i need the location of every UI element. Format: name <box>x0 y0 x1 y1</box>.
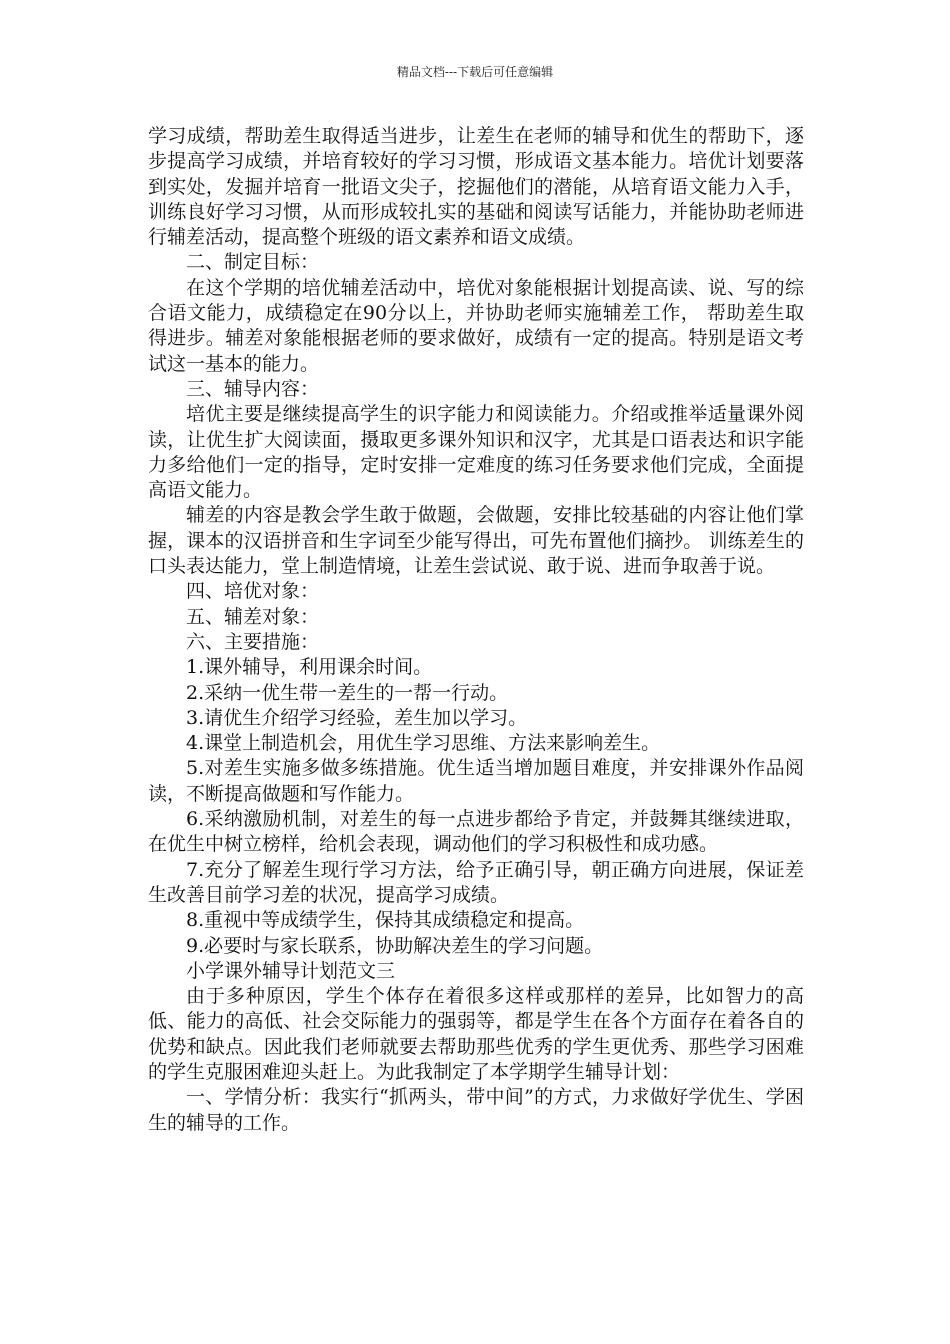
paragraph-1: 学习成绩，帮助差生取得适当进步，让差生在老师的辅导和优生的帮助下，逐步提高学习成绩，并培育较好的学习习惯，形成语文基本能力。培优计划要落到实处，发掘并培育一批语文尖子，挖掘他们的潜能，从培育语文能力入手，训练良好学习习惯，从而形成较扎实的基础和阅读写话能力，并能协助老师进行辅差活动，提高整个班级的语文素养和语文成绩。 <box>148 125 804 249</box>
section-title-sample-three: 小学课外辅导计划范文三 <box>186 959 396 982</box>
document-body <box>148 124 804 1136</box>
measure-item-8: 8.重视中等成绩学生，保持其成绩稳定和提高。 <box>186 909 585 932</box>
measure-item-6: 6.采纳激励机制，对差生的每一点进步都给予肯定，并鼓舞其继续进取，在优生中树立榜样，给机会表现，调动他们的学习积极性和成功感。 <box>148 808 804 856</box>
section-heading-content: 三、辅导内容： <box>186 377 320 400</box>
measure-item-1: 1.课外辅导，利用课余时间。 <box>186 656 433 679</box>
paragraph-introduction: 由于多种原因，学生个体存在着很多这样或那样的差异，比如智力的高低、能力的高低、社会交际能力的强弱等，都是学生在各个方面存在着各自的优势和缺点。因此我们老师就要去帮助那些优秀的学生更优秀、那些学习困难的学生克服困难迎头赶上。为此我制定了本学期学生辅导计划： <box>148 985 804 1083</box>
measure-item-4: 4.课堂上制造机会，用优生学习思维、方法来影响差生。 <box>186 732 661 755</box>
paragraph-top-students: 培优主要是继续提高学生的识字能力和阅读能力。介绍或推举适量课外阅读，让优生扩大阅读面，摄取更多课外知识和汉字，尤其是口语表达和识字能力多给他们一定的指导，定时安排一定难度的练习任务要求他们完成，全面提高语文能力。 <box>148 403 804 502</box>
section-heading-measures: 六、主要措施： <box>186 630 320 653</box>
paragraph-goals: 在这个学期的培优辅差活动中，培优对象能根据计划提高读、说、写的综合语文能力，成绩稳定在90分以上，并协助老师实施辅差工作， 帮助差生取得进步。辅差对象能根据老师的要求做好，成绩有一定的提高。特别是语文考试这一基本的能力。 <box>148 276 804 375</box>
section-heading-goals: 二、制定目标： <box>186 251 320 274</box>
measure-item-2: 2.采纳一优生带一差生的一帮一行动。 <box>186 681 509 704</box>
measure-item-9: 9.必要时与家长联系，协助解决差生的学习问题。 <box>186 934 604 957</box>
section-heading-top-targets: 四、培优对象： <box>186 580 320 603</box>
paragraph-situation-analysis: 一、学情分析：我实行“抓两头，带中间”的方式，力求做好学优生、学困生的辅导的工作。 <box>148 1086 804 1134</box>
measure-item-3: 3.请优生介绍学习经验，差生加以学习。 <box>186 706 528 729</box>
section-heading-weak-targets: 五、辅差对象： <box>186 605 320 628</box>
measure-item-5: 5.对差生实施多做多练措施。优生适当增加题目难度，并安排课外作品阅读，不断提高做题和写作能力。 <box>148 757 804 805</box>
paragraph-weak-students: 辅差的内容是教会学生敢于做题，会做题，安排比较基础的内容让他们掌握，课本的汉语拼音和生字词至少能写得出，可先布置他们摘抄。 训练差生的口头表达能力，堂上制造情境，让差生尝试说、敢于说、进而争取善于说。 <box>148 504 804 578</box>
measure-item-7: 7.充分了解差生现行学习方法，给予正确引导，朝正确方向进展，保证差生改善目前学习差的状况，提高学习成绩。 <box>148 858 804 906</box>
page-header: 精品文档---下载后可任意编辑 <box>396 65 554 79</box>
